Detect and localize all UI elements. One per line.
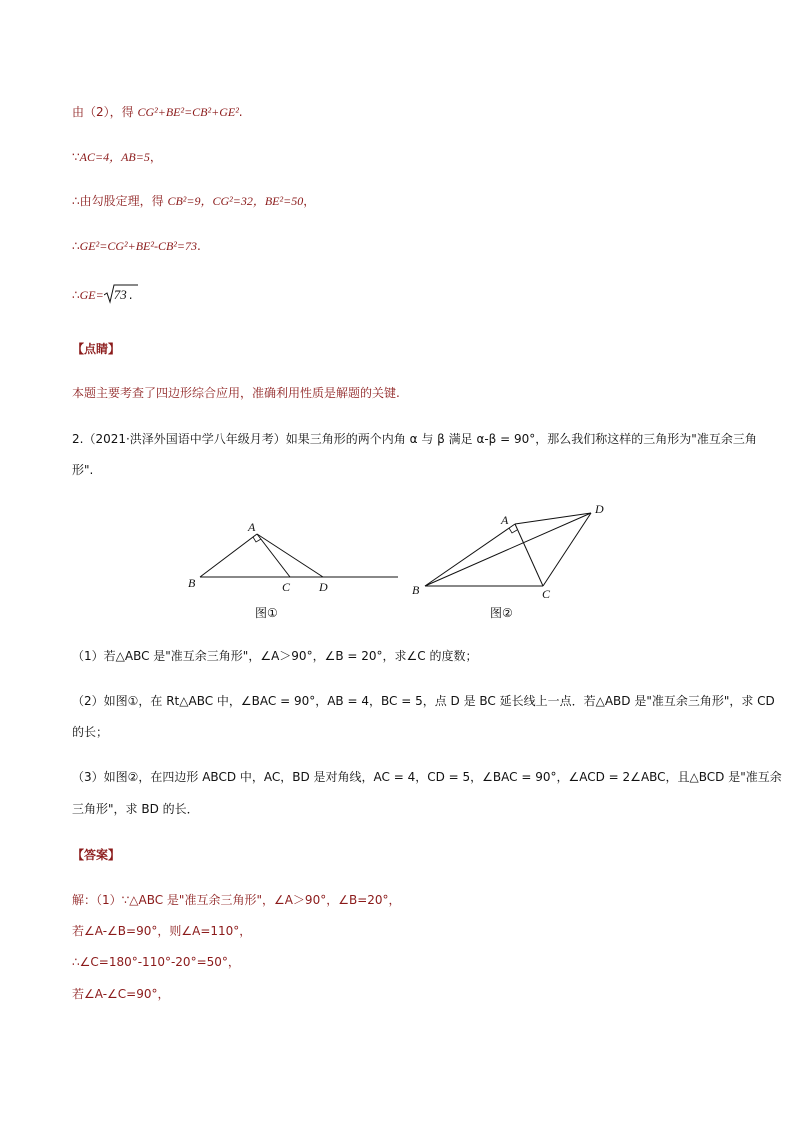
problem-figures bbox=[180, 495, 620, 625]
label-a-1: A bbox=[248, 520, 256, 534]
label-b-2: B bbox=[412, 583, 420, 597]
solution-line-2-prefix: ∵ bbox=[72, 150, 80, 164]
solution-line-4-suffix: . bbox=[196, 239, 201, 253]
problem-intro-line-1: 2.（2021·洪泽外国语中学八年级月考）如果三角形的两个内角 α 与 β 满足 α-β = 90°，那么我们称这样的三角形为"准互余三角 bbox=[72, 432, 757, 446]
label-c-1: C bbox=[282, 580, 291, 594]
comment-heading: 【点睛】 bbox=[72, 342, 121, 356]
figure-2 bbox=[412, 502, 604, 620]
label-b-1: B bbox=[188, 576, 196, 590]
question-2-line-1: （2）如图①，在 Rt△ABC 中，∠BAC = 90°，AB = 4，BC = 5，点 D 是 BC 延长线上一点．若△ABD 是"准互余三角形"，求 CD bbox=[72, 694, 775, 708]
solution-line-3-expr: CB²=9，CG²=32，BE²=50 bbox=[167, 194, 304, 208]
solution-line-1-suffix: . bbox=[238, 105, 243, 119]
question-3-line-2: 三角形"，求 BD 的长． bbox=[72, 802, 199, 816]
square-root bbox=[104, 287, 129, 304]
label-d-1: D bbox=[319, 580, 328, 594]
solution-line-5-expr: GE= bbox=[79, 288, 104, 302]
diagonal-ac-2 bbox=[515, 524, 543, 586]
solution-line-3 bbox=[72, 193, 315, 209]
solution-line-1 bbox=[72, 104, 243, 120]
solution-line-2-expr: AC=4，AB=5 bbox=[79, 150, 150, 164]
answer-line-4: 若∠A-∠C=90°， bbox=[72, 987, 170, 1001]
figure-2-caption: 图② bbox=[490, 606, 513, 620]
solution-line-5-prefix: ∴ bbox=[72, 288, 80, 302]
solution-line-1-prefix: 由（2），得 bbox=[72, 105, 138, 119]
figure-1-caption: 图① bbox=[255, 606, 278, 620]
solution-line-5-suffix: . bbox=[128, 288, 133, 302]
problem-intro-line-2: 形". bbox=[72, 463, 94, 477]
solution-line-4-expr: GE²=CG²+BE²-CB²=73 bbox=[79, 239, 197, 253]
answer-line-1: 解：（1）∵△ABC 是"准互余三角形"，∠A＞90°，∠B=20°， bbox=[72, 893, 401, 907]
radical-sign-icon bbox=[104, 284, 138, 304]
segment-ba-2 bbox=[425, 524, 515, 586]
solution-line-4-prefix: ∴ bbox=[72, 239, 80, 253]
right-angle-mark-2 bbox=[509, 528, 517, 533]
answer-heading: 【答案】 bbox=[72, 848, 121, 862]
label-d-2: D bbox=[595, 502, 604, 516]
solution-line-2 bbox=[72, 149, 162, 165]
segment-ac-1 bbox=[257, 534, 290, 577]
question-2-line-2: 的长； bbox=[72, 725, 109, 739]
solution-line-4 bbox=[72, 238, 201, 254]
label-a-2: A bbox=[501, 513, 509, 527]
solution-line-3-prefix: ∴由勾股定理，得 bbox=[72, 194, 168, 208]
solution-line-1-expr: CG²+BE²=CB²+GE² bbox=[137, 105, 239, 119]
radicand: 73 bbox=[113, 287, 127, 302]
question-1: （1）若△ABC 是"准互余三角形"，∠A＞90°，∠B = 20°，求∠C 的度数； bbox=[72, 649, 478, 663]
segment-ad-1 bbox=[257, 534, 323, 577]
segment-ab-1 bbox=[200, 534, 257, 577]
solution-line-5 bbox=[72, 287, 133, 304]
comment-text: 本题主要考查了四边形综合应用，准确利用性质是解题的关键. bbox=[72, 386, 400, 400]
answer-line-3: ∴∠C=180°-110°-20°=50°， bbox=[72, 955, 240, 969]
answer-line-2: 若∠A-∠B=90°，则∠A=110°， bbox=[72, 924, 252, 938]
solution-line-2-suffix: ， bbox=[149, 150, 162, 164]
label-c-2: C bbox=[542, 587, 551, 601]
solution-line-3-suffix: ， bbox=[303, 194, 316, 208]
figure-1 bbox=[188, 520, 398, 620]
question-3-line-1: （3）如图②，在四边形 ABCD 中，AC，BD 是对角线，AC = 4，CD = 5，∠BAC = 90°，∠ACD = 2∠ABC，且△BCD 是"准互余 bbox=[72, 770, 782, 784]
